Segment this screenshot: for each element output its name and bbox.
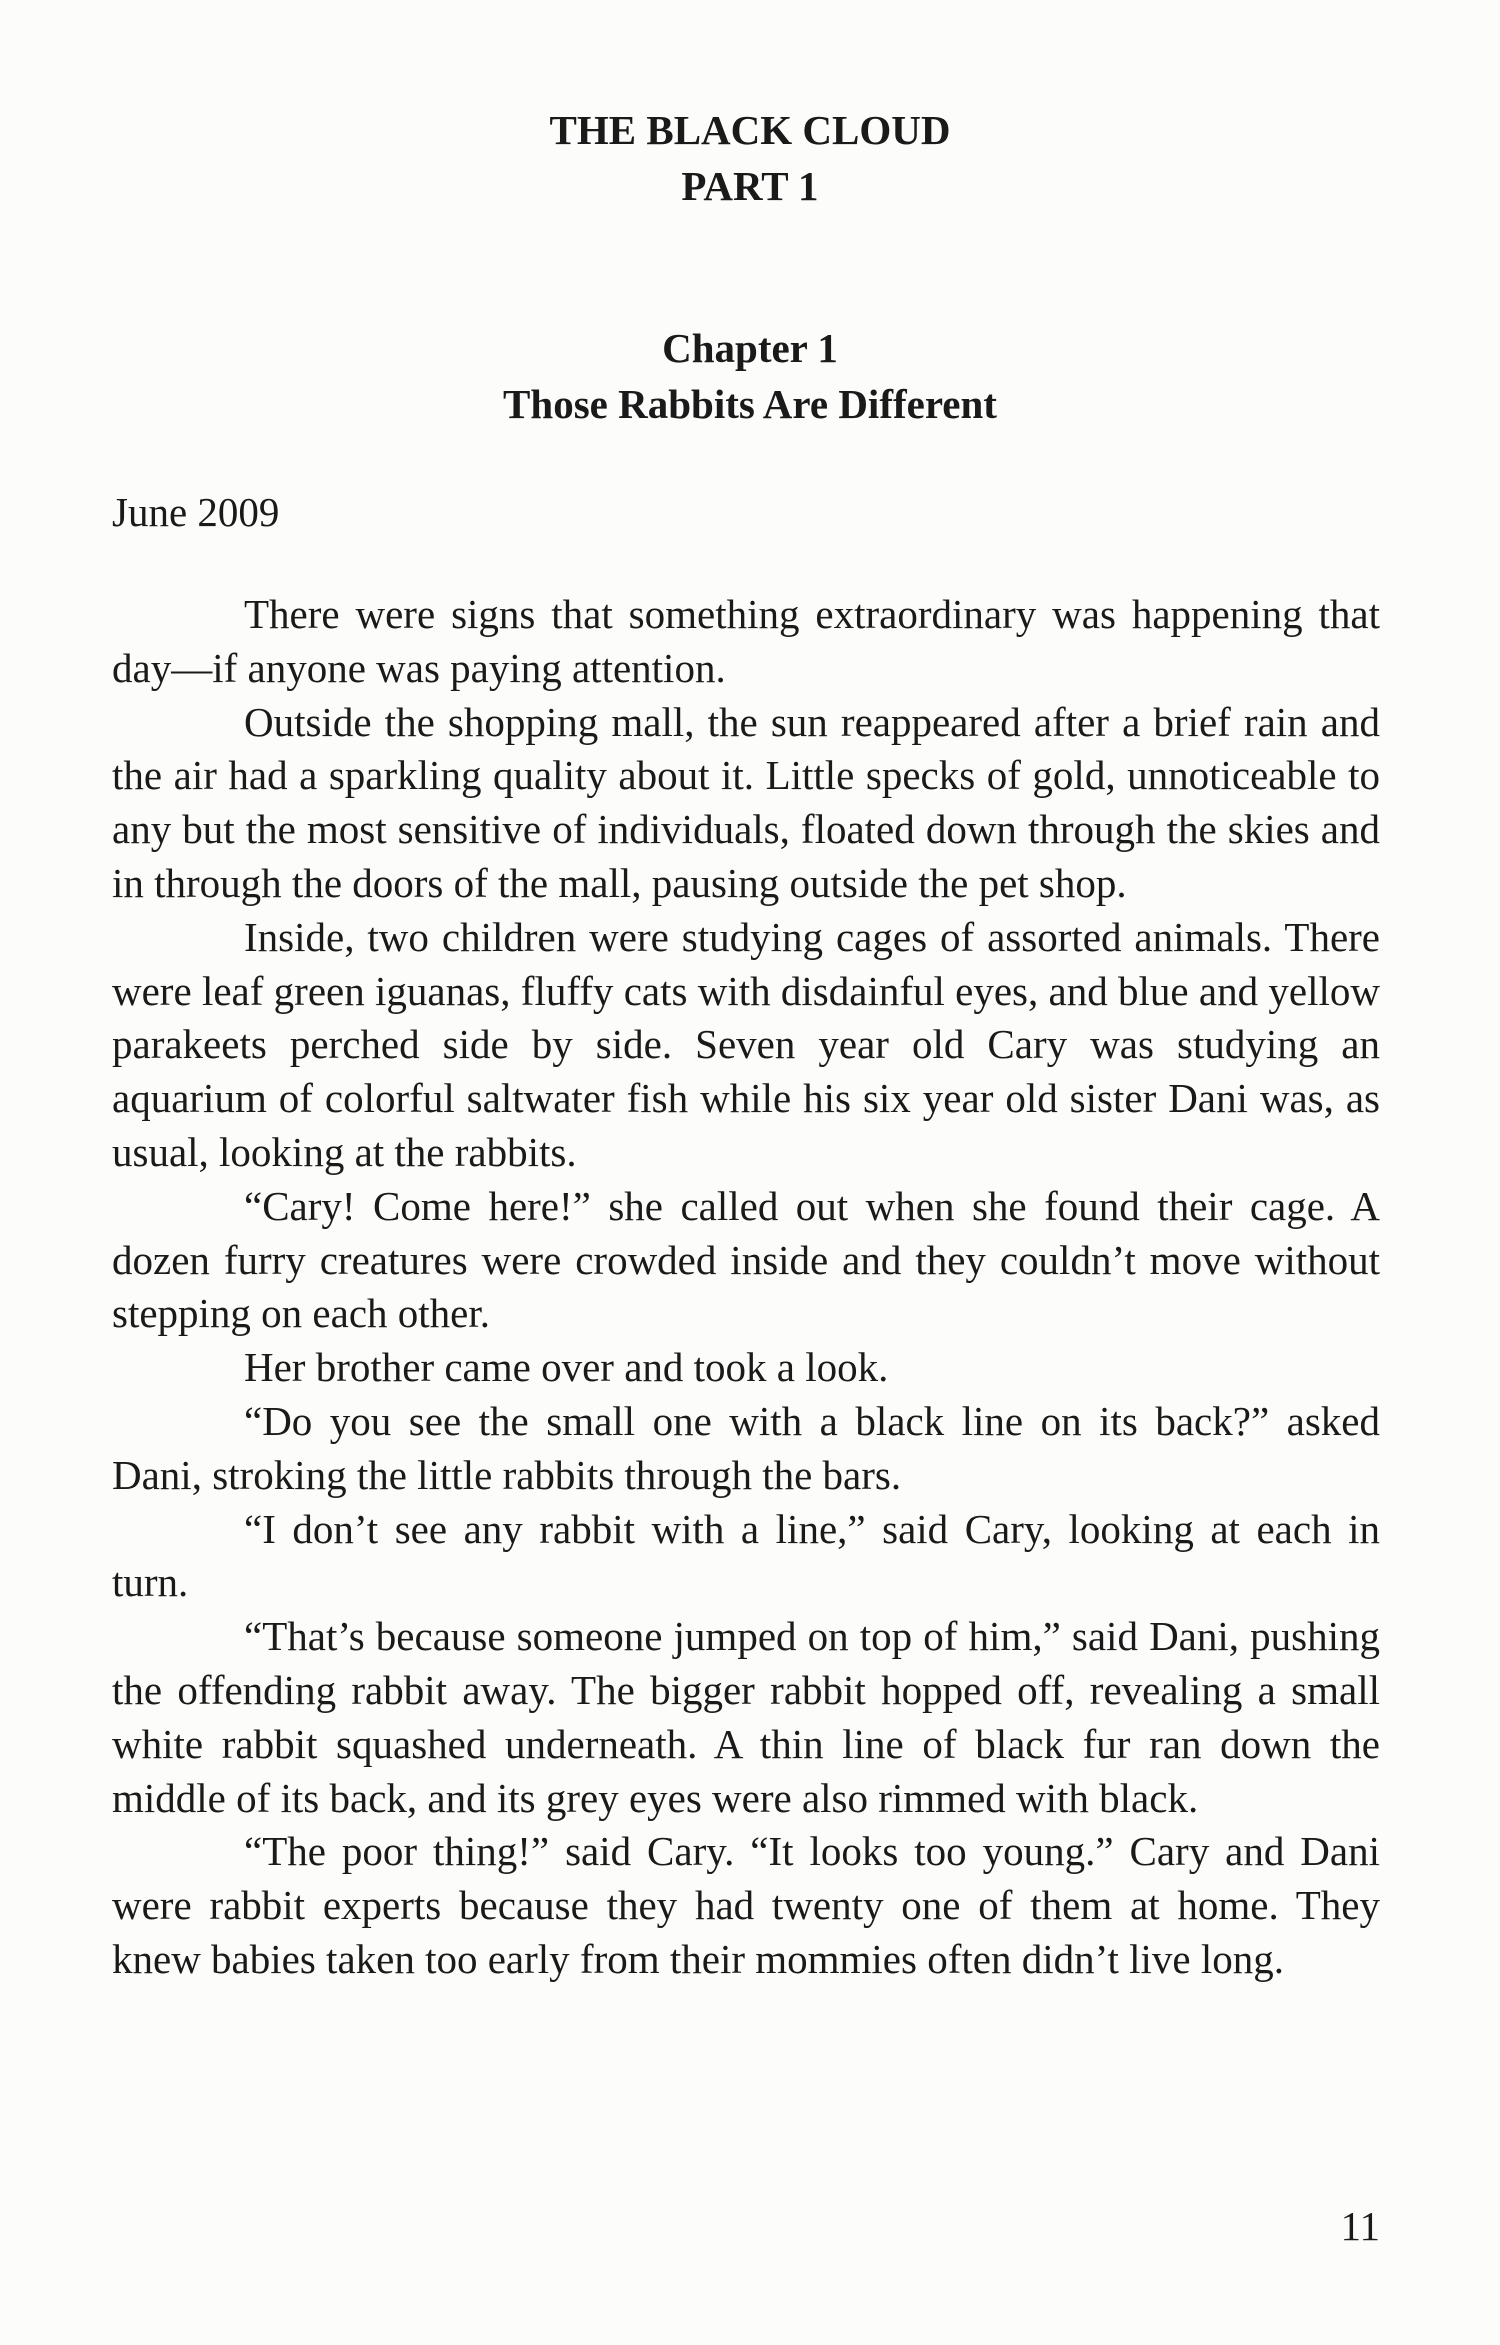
- chapter-heading: [0, 320, 1500, 432]
- part-heading: [0, 102, 1500, 214]
- paragraph: Inside, two children were studying cages of assorted animals. There were leaf green iguanas, fluffy cats with disdainful eyes, and blue and yellow parakeets perched side by side. Seven year old Cary was studying an aquarium of colorful saltwater fish while his six year old sister Dani was, as usual, looking at the rabbits.: [112, 913, 1380, 1175]
- paragraph: “Cary! Come here!” she called out when she found their cage. A dozen furry creatures were crowded inside and they couldn’t move without stepping on each other.: [112, 1182, 1380, 1337]
- paragraph: “Do you see the small one with a black line on its back?” asked Dani, stroking the little rabbits through the bars.: [112, 1397, 1380, 1498]
- chapter-number: Chapter 1: [662, 325, 838, 371]
- chapter-title: Those Rabbits Are Different: [503, 381, 997, 427]
- paragraph: “I don’t see any rabbit with a line,” said Cary, looking at each in turn.: [112, 1505, 1380, 1606]
- paragraph: There were signs that something extraordinary was happening that day—if anyone was paying attention.: [112, 591, 1380, 691]
- paragraph: Her brother came over and took a look.: [244, 1344, 889, 1391]
- paragraph: “The poor thing!” said Cary. “It looks too young.” Cary and Dani were rabbit experts because they had twenty one of them at home. They knew babies taken too early from their mommies often didn’t live long.: [112, 1828, 1380, 1982]
- book-title: THE BLACK CLOUD: [549, 107, 951, 153]
- page-number: 11: [1340, 2203, 1380, 2249]
- paragraph: “That’s because someone jumped on top of him,” said Dani, pushing the offending rabbit away. The bigger rabbit hopped off, revealing a small white rabbit squashed underneath. A thin line of black fur ran down the middle of its back, and its grey eyes were also rimmed with black.: [112, 1613, 1380, 1821]
- chapter-body: [112, 588, 1380, 1987]
- paragraph: Outside the shopping mall, the sun reappeared after a brief rain and the air had a sparkling quality about it. Little specks of gold, unnoticeable to any but the most sensitive of individuals, floated down through the skies and in through the doors of the mall, pausing outside the pet shop.: [112, 698, 1380, 906]
- date-line: June 2009: [112, 489, 280, 535]
- part-label: PART 1: [681, 163, 819, 209]
